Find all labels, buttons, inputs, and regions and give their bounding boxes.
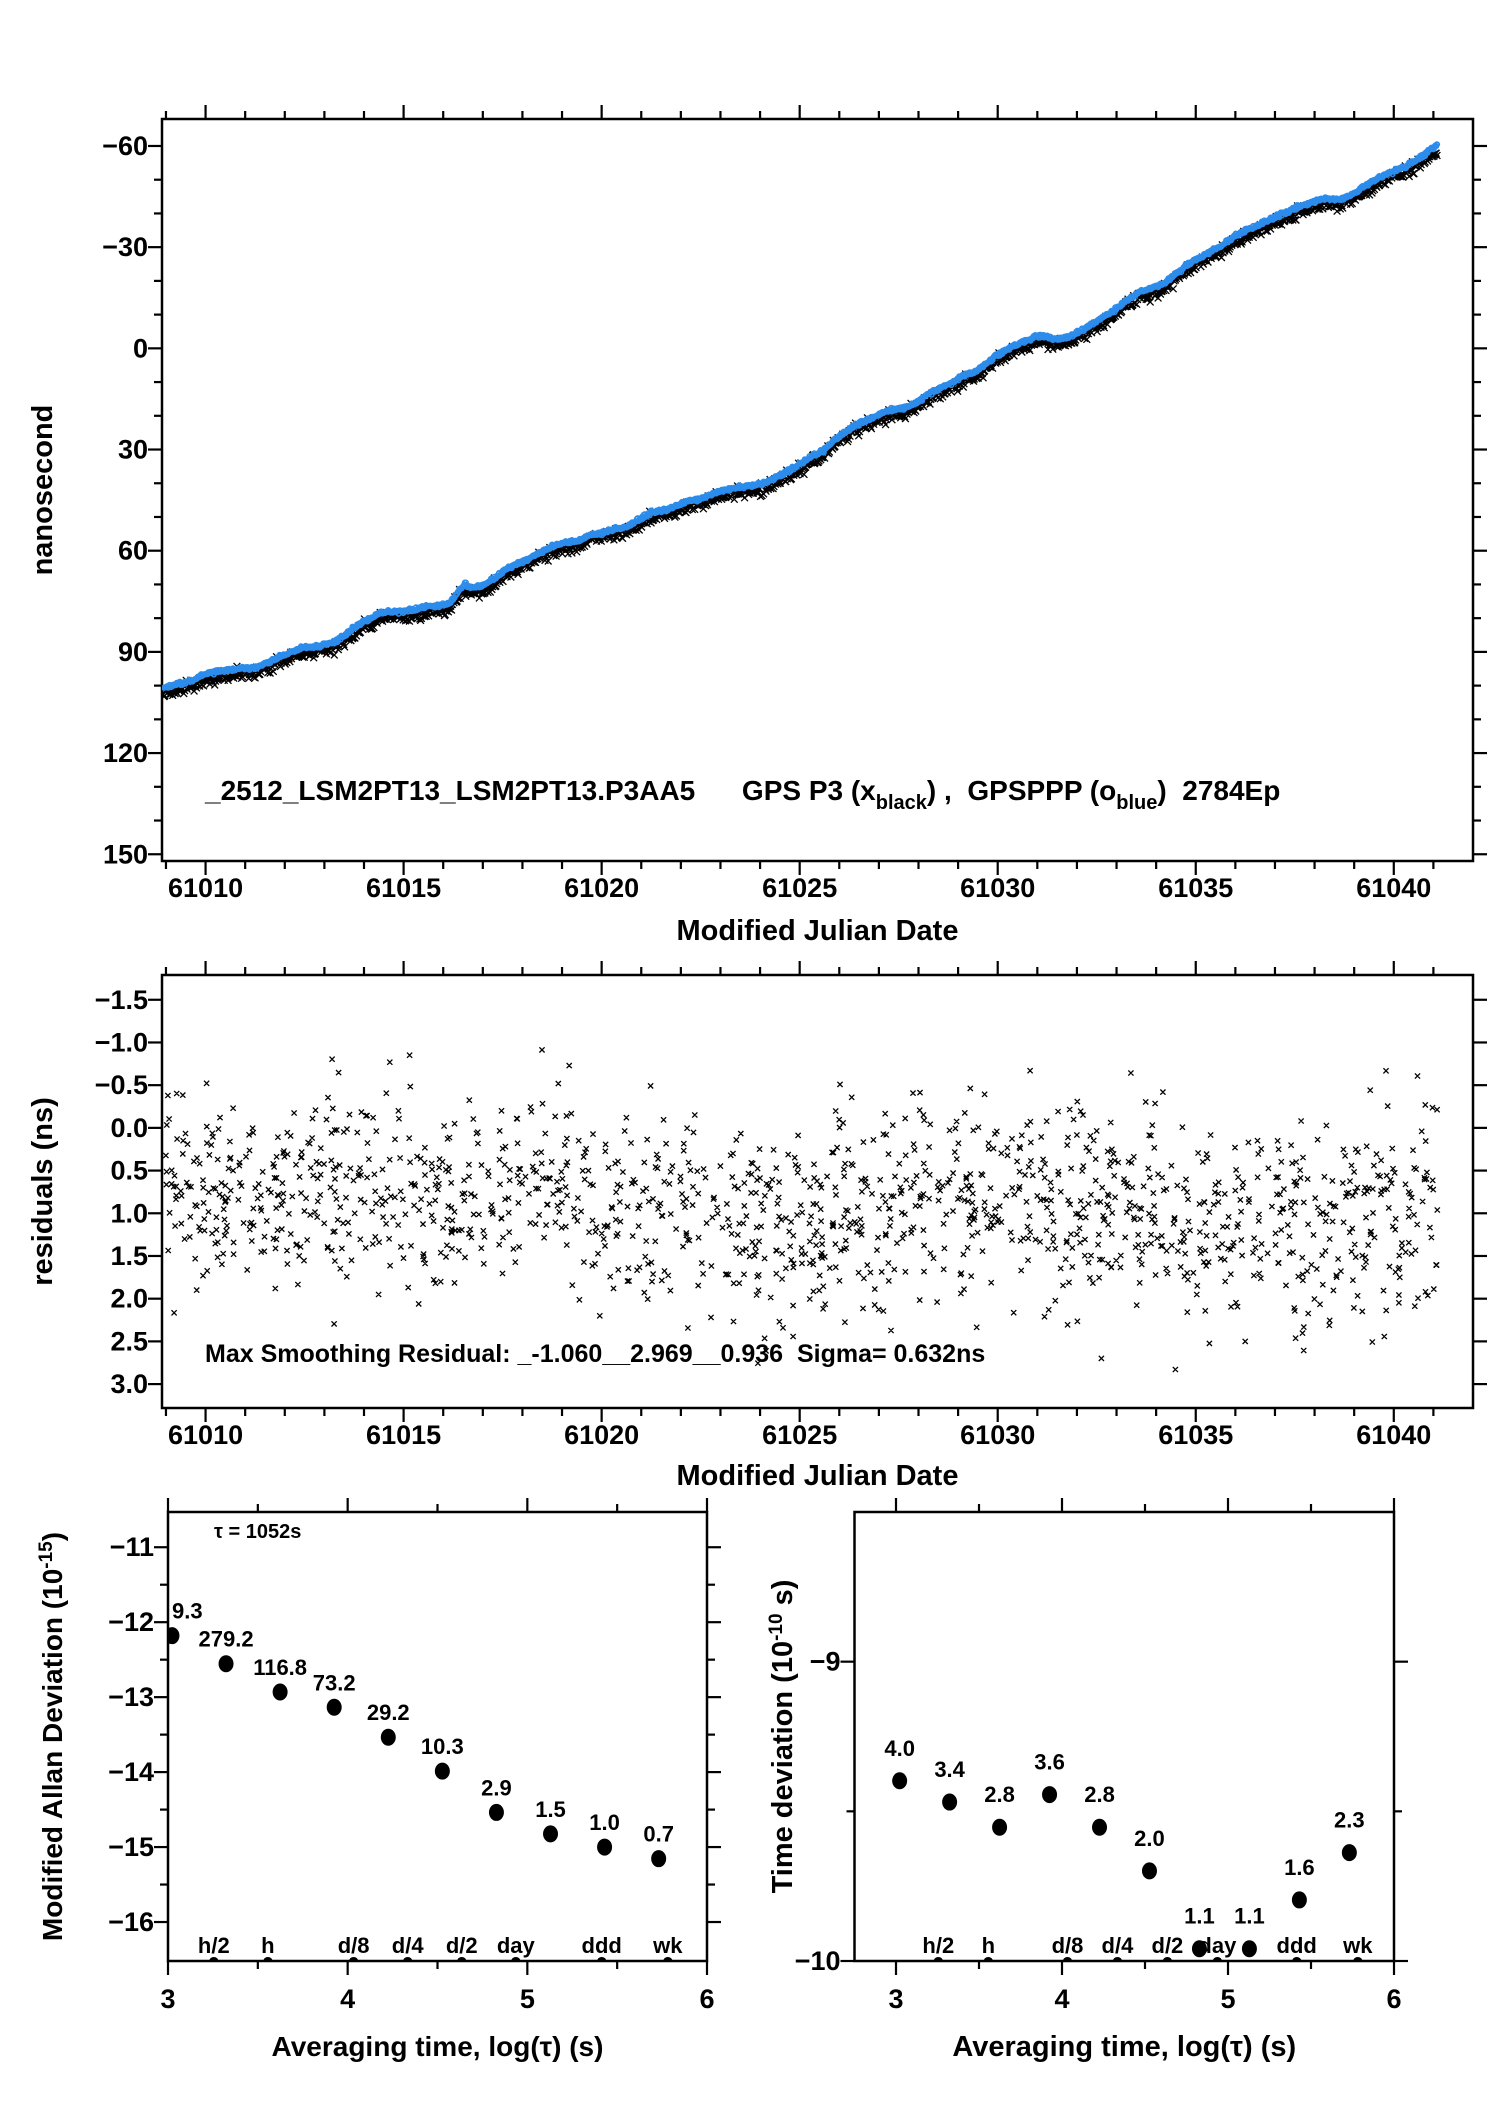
y-tick-label: 120: [102, 738, 148, 769]
tau-marker-label: day: [1198, 1933, 1237, 1958]
tdev-point-label: 3.6: [1034, 1749, 1065, 1775]
panel-residuals: [27, 961, 1487, 1492]
tau-marker-label: h: [261, 1933, 275, 1958]
tau-marker-dot: [403, 1957, 412, 1965]
panel-madev: [36, 1498, 721, 2062]
tau-marker-dot: [209, 1957, 218, 1965]
madev-point: [543, 1825, 558, 1842]
tau-marker-dot: [1292, 1957, 1301, 1965]
madev-point: [381, 1729, 396, 1746]
x-axis-title: Modified Julian Date: [676, 1460, 959, 1492]
y-tick-label: 30: [117, 434, 148, 465]
tau-marker-dot: [1213, 1957, 1222, 1965]
y-tick-label: −30: [102, 232, 148, 263]
x-tick-label: 3: [160, 1984, 176, 2014]
tdev-point: [1092, 1819, 1107, 1836]
madev-point: [164, 1627, 179, 1644]
x-tick-label: 61020: [564, 873, 640, 903]
madev-point-label: 1.5: [535, 1796, 566, 1822]
tau-marker-dot: [663, 1957, 672, 1965]
y-tick-label: −12: [108, 1607, 154, 1638]
panel-phase: [27, 105, 1487, 947]
y-axis-title: Modified Allan Deviation $(10^{-15})$: [36, 1531, 68, 1942]
residuals-stats-text: Max Smoothing Residual: _-1.060__2.969__0.936 Sigma= 0.632ns: [205, 1340, 986, 1368]
residuals-scatter: [163, 1047, 1440, 1372]
y-tick-label: −0.5: [94, 1070, 148, 1101]
madev-point: [651, 1850, 666, 1867]
madev-point-label: 9.3: [172, 1598, 203, 1624]
x-tick-label: 61015: [366, 1420, 442, 1450]
madev-point: [597, 1839, 612, 1856]
x-tick-label: 6: [1386, 1984, 1402, 2014]
x-tick-label: 61020: [564, 1420, 640, 1450]
tau-marker-label: d/8: [1051, 1933, 1084, 1958]
tau-marker-dot: [1113, 1957, 1122, 1965]
y-tick-label: −60: [102, 130, 148, 161]
madev-point: [435, 1763, 450, 1780]
madev-point-label: 279.2: [198, 1626, 254, 1652]
tdev-point: [1142, 1862, 1157, 1879]
x-tick-label: 61015: [366, 873, 442, 903]
x-tick-label: 61025: [762, 1420, 838, 1450]
x-tick-label: 4: [340, 1984, 356, 2014]
tdev-point-label: 2.0: [1134, 1825, 1165, 1851]
y-tick-label: 60: [117, 535, 148, 566]
panel-frame: [855, 1512, 1395, 1961]
tau-marker-dot: [934, 1957, 943, 1965]
y-tick-label: 1.0: [110, 1198, 148, 1229]
tdev-point-label: 2.8: [1084, 1782, 1115, 1808]
x-tick-label: 61025: [762, 873, 838, 903]
madev-point-label: 2.9: [481, 1775, 512, 1801]
tau-marker-label: wk: [653, 1933, 683, 1958]
madev-point: [489, 1804, 504, 1821]
tdev-point: [892, 1772, 907, 1789]
y-tick-label: −16: [108, 1907, 154, 1938]
tau-marker-label: wk: [1343, 1933, 1373, 1958]
y-tick-label: 90: [117, 636, 148, 667]
tau-marker-label: d/2: [1151, 1933, 1184, 1958]
y-tick-label: −10: [794, 1946, 841, 1976]
phase-series-gpsppp-o: [162, 142, 1440, 690]
tdev-point-label: 1.1: [1184, 1903, 1215, 1929]
y-tick-label: −13: [108, 1682, 154, 1713]
x-tick-label: 61030: [960, 873, 1036, 903]
x-tick-label: 61010: [168, 1420, 244, 1450]
tdev-point: [1042, 1786, 1057, 1803]
y-tick-label: 0: [132, 333, 148, 364]
y-tick-label: −15: [108, 1832, 154, 1863]
tau-marker-dot: [349, 1957, 358, 1965]
madev-point: [219, 1655, 234, 1672]
y-tick-label: 0.5: [110, 1155, 148, 1186]
x-axis-title: Averaging time, log(τ) (s): [952, 2031, 1297, 2063]
tau-marker-dot: [984, 1957, 993, 1965]
tau-marker-dot: [1353, 1957, 1362, 1965]
madev-point-label: 10.3: [420, 1734, 464, 1760]
tau-marker-label: day: [496, 1933, 535, 1958]
y-axis-title: residuals (ns): [27, 1097, 59, 1286]
tdev-point: [1292, 1891, 1307, 1908]
madev-point-label: 116.8: [253, 1655, 308, 1681]
tdev-point: [1342, 1844, 1357, 1861]
x-axis-title: Averaging time, log(τ) (s): [271, 2031, 604, 2062]
y-tick-label: −14: [108, 1757, 154, 1788]
residuals-data: [163, 1047, 1440, 1372]
x-tick-label: 61040: [1356, 1420, 1432, 1450]
madev-point: [327, 1699, 342, 1716]
tdev-point-label: 1.1: [1234, 1903, 1265, 1929]
tau-marker-label: ddd: [1276, 1933, 1317, 1958]
y-tick-label: −1.5: [94, 984, 148, 1015]
tdev-point: [1242, 1940, 1257, 1957]
y-tick-label: −9: [809, 1646, 841, 1677]
x-tick-label: 5: [519, 1984, 535, 2014]
tau-marker-dot: [1063, 1957, 1072, 1965]
tau-marker-dot: [597, 1957, 606, 1965]
tau-marker-label: d/4: [1101, 1933, 1134, 1958]
tdev-point-label: 1.6: [1284, 1854, 1315, 1880]
madev-data: [164, 1627, 672, 1965]
panel-frame: [162, 119, 1473, 861]
tdev-point-label: 4.0: [884, 1735, 915, 1761]
tau-marker-label: d/4: [391, 1933, 424, 1958]
tau-marker-label: h/2: [922, 1933, 955, 1958]
y-tick-label: −1.0: [94, 1027, 148, 1058]
tau-marker-dot: [511, 1957, 520, 1965]
tau-marker-dot: [263, 1957, 272, 1965]
tau-marker-label: h: [981, 1933, 996, 1958]
y-tick-label: 2.0: [110, 1283, 148, 1314]
madev-point-label: 1.0: [589, 1810, 620, 1836]
x-axis-title: Modified Julian Date: [676, 915, 959, 947]
tdev-point: [992, 1819, 1007, 1836]
tdev-point-label: 2.3: [1334, 1807, 1365, 1833]
y-tick-label: 3.0: [110, 1369, 148, 1400]
y-axis-title: nanosecond: [27, 404, 59, 576]
tau-marker-label: ddd: [581, 1933, 622, 1958]
tau-marker-label: d/2: [445, 1933, 478, 1958]
tau-note: τ = 1052s: [214, 1521, 302, 1543]
y-axis-title: Time deviation ($10^{-10}$ s): [766, 1579, 799, 1894]
panel-tdev: [766, 1498, 1408, 2063]
x-tick-label: 6: [699, 1984, 715, 2014]
tau-marker-label: h/2: [197, 1933, 230, 1958]
x-tick-label: 4: [1054, 1984, 1070, 2014]
y-tick-label: 1.5: [110, 1240, 148, 1271]
madev-point-label: 29.2: [366, 1700, 410, 1726]
y-tick-label: 150: [102, 839, 148, 870]
tau-marker-dot: [1163, 1957, 1172, 1965]
y-tick-label: −11: [109, 1532, 154, 1563]
x-tick-label: 61035: [1158, 873, 1234, 903]
madev-point-label: 73.2: [312, 1670, 356, 1696]
phase-annotation: _2512_LSM2PT13_LSM2PT13.P3AA5 GPS P3 $(x_{black})$ , GPSPPP $(o_{blue})$ 2784Ep: [205, 775, 1281, 814]
y-tick-label: 0.0: [110, 1112, 148, 1143]
tau-marker-dot: [457, 1957, 466, 1965]
tdev-point-label: 3.4: [934, 1757, 965, 1783]
tau-marker-label: d/8: [337, 1933, 370, 1958]
madev-point-label: 0.7: [643, 1821, 674, 1847]
x-tick-label: 5: [1220, 1984, 1236, 2014]
tdev-point: [942, 1794, 957, 1811]
y-tick-label: 2.5: [110, 1326, 148, 1357]
x-tick-label: 3: [888, 1984, 904, 2014]
phase-data: [161, 142, 1441, 700]
x-tick-label: 61030: [960, 1420, 1036, 1450]
x-tick-label: 61035: [1158, 1420, 1234, 1450]
tdev-point-label: 2.8: [984, 1782, 1015, 1808]
x-tick-label: 61040: [1356, 873, 1432, 903]
madev-point: [273, 1684, 288, 1701]
x-tick-label: 61010: [168, 873, 244, 903]
